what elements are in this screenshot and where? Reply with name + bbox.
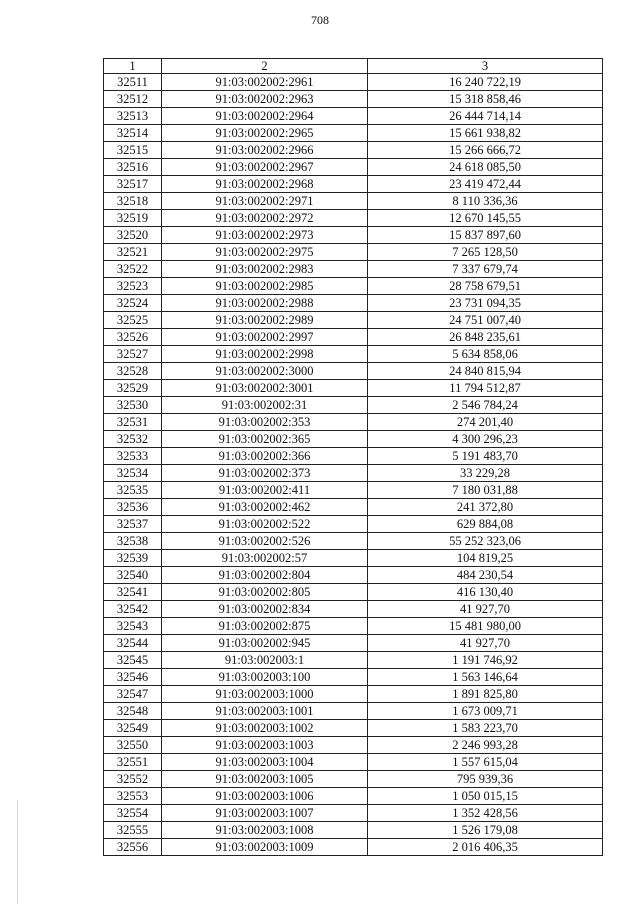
- cadastral-number-cell: 91:03:002002:2968: [162, 176, 368, 193]
- table-row: [104, 584, 603, 601]
- row-number-cell: 32539: [104, 550, 162, 567]
- cadastral-value-cell: 15 661 938,82: [368, 125, 603, 142]
- cadastral-value-cell: 15 266 666,72: [368, 142, 603, 159]
- table-row: [104, 295, 603, 312]
- row-number-cell: 32525: [104, 312, 162, 329]
- table-row: [104, 754, 603, 771]
- row-number-cell: 32526: [104, 329, 162, 346]
- cadastral-value-cell: 241 372,80: [368, 499, 603, 516]
- column-header-1: 1: [104, 59, 162, 74]
- table-row: [104, 533, 603, 550]
- row-number-cell: 32536: [104, 499, 162, 516]
- table-row: [104, 567, 603, 584]
- cadastral-value-cell: 104 819,25: [368, 550, 603, 567]
- cadastral-value-cell: 274 201,40: [368, 414, 603, 431]
- table-row: [104, 74, 603, 91]
- table-header-row: [104, 59, 603, 74]
- row-number-cell: 32511: [104, 74, 162, 91]
- column-header-2: 2: [162, 59, 368, 74]
- cadastral-value-cell: 1 563 146,64: [368, 669, 603, 686]
- row-number-cell: 32537: [104, 516, 162, 533]
- cadastral-number-cell: 91:03:002003:1006: [162, 788, 368, 805]
- cadastral-value-cell: 7 265 128,50: [368, 244, 603, 261]
- row-number-cell: 32549: [104, 720, 162, 737]
- cadastral-value-cell: 23 419 472,44: [368, 176, 603, 193]
- page-number: 708: [311, 13, 329, 27]
- row-number-cell: 32521: [104, 244, 162, 261]
- row-number-cell: 32545: [104, 652, 162, 669]
- table-row: [104, 771, 603, 788]
- table-row: [104, 278, 603, 295]
- row-number-cell: 32538: [104, 533, 162, 550]
- row-number-cell: 32556: [104, 839, 162, 856]
- table-row: [104, 499, 603, 516]
- row-number-cell: 32546: [104, 669, 162, 686]
- row-number-cell: 32542: [104, 601, 162, 618]
- cadastral-number-cell: 91:03:002002:31: [162, 397, 368, 414]
- table-row: [104, 482, 603, 499]
- cadastral-number-cell: 91:03:002002:2971: [162, 193, 368, 210]
- cadastral-number-cell: 91:03:002002:2966: [162, 142, 368, 159]
- cadastral-number-cell: 91:03:002003:1007: [162, 805, 368, 822]
- cadastral-number-cell: 91:03:002002:2989: [162, 312, 368, 329]
- table-body: [104, 74, 603, 856]
- cadastral-value-cell: 41 927,70: [368, 635, 603, 652]
- table-row: [104, 125, 603, 142]
- table-row: [104, 329, 603, 346]
- table-row: [104, 550, 603, 567]
- cadastral-value-cell: 26 444 714,14: [368, 108, 603, 125]
- cadastral-value-cell: 24 840 815,94: [368, 363, 603, 380]
- row-number-cell: 32515: [104, 142, 162, 159]
- row-number-cell: 32541: [104, 584, 162, 601]
- row-number-cell: 32528: [104, 363, 162, 380]
- row-number-cell: 32534: [104, 465, 162, 482]
- table-row: [104, 652, 603, 669]
- cadastral-value-cell: 41 927,70: [368, 601, 603, 618]
- cadastral-number-cell: 91:03:002002:2998: [162, 346, 368, 363]
- cadastral-number-cell: 91:03:002002:3001: [162, 380, 368, 397]
- cadastral-value-cell: 7 180 031,88: [368, 482, 603, 499]
- table-row: [104, 380, 603, 397]
- row-number-cell: 32555: [104, 822, 162, 839]
- table-row: [104, 244, 603, 261]
- table-row: [104, 601, 603, 618]
- cadastral-value-cell: 1 673 009,71: [368, 703, 603, 720]
- cadastral-number-cell: 91:03:002002:2967: [162, 159, 368, 176]
- row-number-cell: 32514: [104, 125, 162, 142]
- table-row: [104, 261, 603, 278]
- cadastral-number-cell: 91:03:002002:2997: [162, 329, 368, 346]
- row-number-cell: 32524: [104, 295, 162, 312]
- row-number-cell: 32548: [104, 703, 162, 720]
- cadastral-number-cell: 91:03:002002:365: [162, 431, 368, 448]
- row-number-cell: 32544: [104, 635, 162, 652]
- cadastral-number-cell: 91:03:002002:462: [162, 499, 368, 516]
- table-row: [104, 193, 603, 210]
- cadastral-number-cell: 91:03:002002:373: [162, 465, 368, 482]
- cadastral-value-cell: 55 252 323,06: [368, 533, 603, 550]
- cadastral-number-cell: 91:03:002003:1002: [162, 720, 368, 737]
- cadastral-number-cell: 91:03:002002:57: [162, 550, 368, 567]
- table-row: [104, 210, 603, 227]
- cadastral-value-cell: 5 634 858,06: [368, 346, 603, 363]
- cadastral-number-cell: 91:03:002002:353: [162, 414, 368, 431]
- cadastral-value-cell: 1 352 428,56: [368, 805, 603, 822]
- row-number-cell: 32532: [104, 431, 162, 448]
- cadastral-value-table: [103, 58, 603, 856]
- cadastral-number-cell: 91:03:002003:1008: [162, 822, 368, 839]
- cadastral-number-cell: 91:03:002003:100: [162, 669, 368, 686]
- cadastral-value-cell: 15 481 980,00: [368, 618, 603, 635]
- row-number-cell: 32518: [104, 193, 162, 210]
- table-row: [104, 91, 603, 108]
- cadastral-number-cell: 91:03:002003:1004: [162, 754, 368, 771]
- table-row: [104, 346, 603, 363]
- table-row: [104, 720, 603, 737]
- cadastral-value-cell: 24 618 085,50: [368, 159, 603, 176]
- table-row: [104, 822, 603, 839]
- row-number-cell: 32519: [104, 210, 162, 227]
- cadastral-value-cell: 1 583 223,70: [368, 720, 603, 737]
- cadastral-number-cell: 91:03:002002:2985: [162, 278, 368, 295]
- cadastral-value-cell: 8 110 336,36: [368, 193, 603, 210]
- row-number-cell: 32543: [104, 618, 162, 635]
- table-row: [104, 737, 603, 754]
- cadastral-number-cell: 91:03:002003:1003: [162, 737, 368, 754]
- cadastral-number-cell: 91:03:002002:804: [162, 567, 368, 584]
- table-row: [104, 431, 603, 448]
- scan-margin-line: [17, 800, 18, 904]
- table-row: [104, 363, 603, 380]
- row-number-cell: 32522: [104, 261, 162, 278]
- row-number-cell: 32554: [104, 805, 162, 822]
- table-row: [104, 414, 603, 431]
- table-row: [104, 176, 603, 193]
- cadastral-number-cell: 91:03:002002:945: [162, 635, 368, 652]
- row-number-cell: 32531: [104, 414, 162, 431]
- table-row: [104, 448, 603, 465]
- table-row: [104, 669, 603, 686]
- table-row: [104, 312, 603, 329]
- column-header-3: 3: [368, 59, 603, 74]
- cadastral-number-cell: 91:03:002002:522: [162, 516, 368, 533]
- row-number-cell: 32520: [104, 227, 162, 244]
- cadastral-number-cell: 91:03:002002:366: [162, 448, 368, 465]
- cadastral-value-cell: 15 837 897,60: [368, 227, 603, 244]
- cadastral-number-cell: 91:03:002002:2964: [162, 108, 368, 125]
- row-number-cell: 32527: [104, 346, 162, 363]
- cadastral-number-cell: 91:03:002002:2965: [162, 125, 368, 142]
- cadastral-number-cell: 91:03:002003:1005: [162, 771, 368, 788]
- table-row: [104, 703, 603, 720]
- cadastral-number-cell: 91:03:002002:526: [162, 533, 368, 550]
- cadastral-number-cell: 91:03:002003:1: [162, 652, 368, 669]
- cadastral-number-cell: 91:03:002002:2975: [162, 244, 368, 261]
- cadastral-value-cell: 2 246 993,28: [368, 737, 603, 754]
- table-row: [104, 397, 603, 414]
- table-row: [104, 839, 603, 856]
- row-number-cell: 32523: [104, 278, 162, 295]
- row-number-cell: 32552: [104, 771, 162, 788]
- cadastral-number-cell: 91:03:002002:2963: [162, 91, 368, 108]
- cadastral-number-cell: 91:03:002002:411: [162, 482, 368, 499]
- cadastral-number-cell: 91:03:002003:1000: [162, 686, 368, 703]
- cadastral-value-cell: 28 758 679,51: [368, 278, 603, 295]
- row-number-cell: 32540: [104, 567, 162, 584]
- cadastral-value-cell: 26 848 235,61: [368, 329, 603, 346]
- cadastral-value-cell: 11 794 512,87: [368, 380, 603, 397]
- cadastral-value-cell: 33 229,28: [368, 465, 603, 482]
- table-row: [104, 686, 603, 703]
- cadastral-value-cell: 1 050 015,15: [368, 788, 603, 805]
- cadastral-number-cell: 91:03:002002:3000: [162, 363, 368, 380]
- cadastral-number-cell: 91:03:002002:2972: [162, 210, 368, 227]
- cadastral-value-cell: 4 300 296,23: [368, 431, 603, 448]
- table-row: [104, 516, 603, 533]
- table-row: [104, 159, 603, 176]
- row-number-cell: 32530: [104, 397, 162, 414]
- table-row: [104, 635, 603, 652]
- table-row: [104, 227, 603, 244]
- table-row: [104, 805, 603, 822]
- row-number-cell: 32535: [104, 482, 162, 499]
- cadastral-value-cell: 795 939,36: [368, 771, 603, 788]
- cadastral-value-cell: 15 318 858,46: [368, 91, 603, 108]
- cadastral-value-cell: 1 891 825,80: [368, 686, 603, 703]
- cadastral-value-cell: 629 884,08: [368, 516, 603, 533]
- cadastral-value-cell: 16 240 722,19: [368, 74, 603, 91]
- cadastral-value-cell: 12 670 145,55: [368, 210, 603, 227]
- cadastral-value-cell: 7 337 679,74: [368, 261, 603, 278]
- cadastral-value-cell: 2 546 784,24: [368, 397, 603, 414]
- cadastral-value-cell: 2 016 406,35: [368, 839, 603, 856]
- row-number-cell: 32547: [104, 686, 162, 703]
- row-number-cell: 32553: [104, 788, 162, 805]
- row-number-cell: 32513: [104, 108, 162, 125]
- cadastral-value-cell: 1 526 179,08: [368, 822, 603, 839]
- cadastral-number-cell: 91:03:002003:1001: [162, 703, 368, 720]
- row-number-cell: 32512: [104, 91, 162, 108]
- cadastral-number-cell: 91:03:002002:2961: [162, 74, 368, 91]
- row-number-cell: 32516: [104, 159, 162, 176]
- cadastral-value-cell: 5 191 483,70: [368, 448, 603, 465]
- cadastral-number-cell: 91:03:002002:834: [162, 601, 368, 618]
- table-row: [104, 108, 603, 125]
- table-row: [104, 465, 603, 482]
- cadastral-value-cell: 416 130,40: [368, 584, 603, 601]
- table-row: [104, 788, 603, 805]
- row-number-cell: 32551: [104, 754, 162, 771]
- row-number-cell: 32517: [104, 176, 162, 193]
- cadastral-value-cell: 24 751 007,40: [368, 312, 603, 329]
- table-row: [104, 142, 603, 159]
- cadastral-number-cell: 91:03:002002:875: [162, 618, 368, 635]
- row-number-cell: 32529: [104, 380, 162, 397]
- cadastral-number-cell: 91:03:002002:805: [162, 584, 368, 601]
- cadastral-value-cell: 484 230,54: [368, 567, 603, 584]
- cadastral-number-cell: 91:03:002002:2973: [162, 227, 368, 244]
- cadastral-number-cell: 91:03:002002:2983: [162, 261, 368, 278]
- cadastral-value-cell: 23 731 094,35: [368, 295, 603, 312]
- cadastral-value-cell: 1 191 746,92: [368, 652, 603, 669]
- row-number-cell: 32550: [104, 737, 162, 754]
- row-number-cell: 32533: [104, 448, 162, 465]
- cadastral-number-cell: 91:03:002003:1009: [162, 839, 368, 856]
- table-row: [104, 618, 603, 635]
- cadastral-number-cell: 91:03:002002:2988: [162, 295, 368, 312]
- cadastral-value-cell: 1 557 615,04: [368, 754, 603, 771]
